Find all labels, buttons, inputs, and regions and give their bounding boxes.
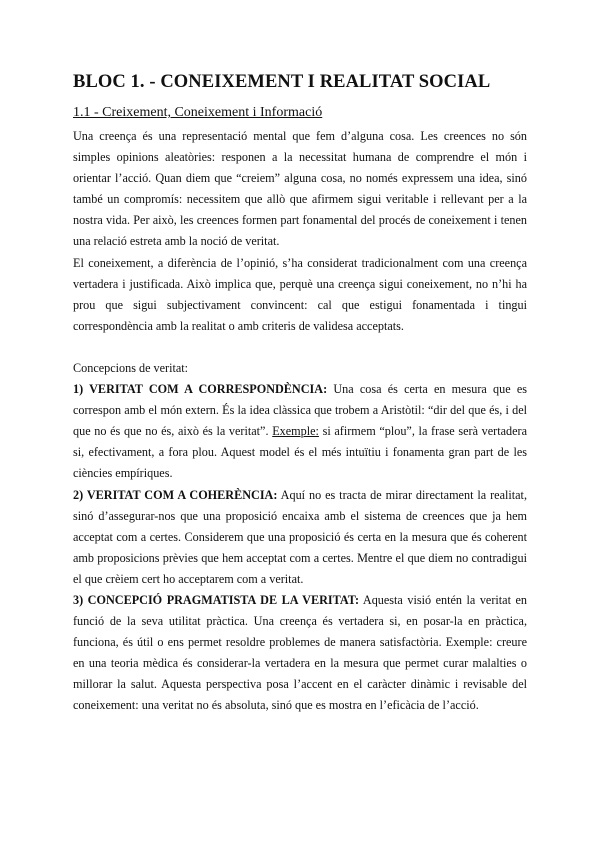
conception-text: si afirmem “plou”, la frase serà vertadera si, efectivament, a fora plou. Aquest model és el més intuïtiu i fonamenta gran part de les ciències empíriques.: [73, 424, 528, 481]
conceptions-intro: Concepcions de veritat:: [73, 360, 189, 375]
paragraph-spacer: [73, 337, 527, 358]
conception-label: 2) VERITAT COM A COHERÈNCIA:: [73, 487, 278, 502]
document-title: BLOC 1. - CONEIXEMENT I REALITAT SOCIAL: [73, 72, 491, 92]
conception-pragmatist: [73, 590, 527, 717]
section-heading: 1.1 - Creixement, Coneixement i Informació: [73, 105, 323, 120]
example-label: Exemple:: [272, 424, 319, 439]
conception-label: 1) VERITAT COM A CORRESPONDÈNCIA:: [73, 382, 328, 397]
conception-label: 3) CONCEPCIÓ PRAGMATISTA DE LA VERITAT:: [73, 592, 360, 607]
conception-text: Aquí no es tracta de mirar directament la realitat, sinó d’assegurar-nos que una proposició encaixa amb el sistema de creences que ja hem acceptat com a certes. Considerem que una proposició és certa en la mesura que és coherent amb proposicions prèvies que hem acceptat com a certes. Mentre el que diem no contradigui el que crèiem cert ho acceptarem com a veritat.: [73, 487, 527, 586]
intro-paragraph-2: El coneixement, a diferència de l’opinió, s’ha considerat tradicionalment com una creença vertadera i justificada. Això implica que, perquè una creença sigui coneixement, no n’hi ha prou que sigui subjectivament convincent: cal que estigui fonamentada i tingui correspondència amb la realitat o amb criteris de validesa acceptats.: [73, 255, 527, 333]
conception-text: Una cosa és certa en mesura que es correspon amb el món extern. És la idea clàssica que trobem a Aristòtil: “dir del que és, i del que no és que no és, això és la veritat”.: [73, 382, 527, 439]
conception-coherence: [73, 485, 527, 590]
intro-paragraph-1: Una creença és una representació mental que fem d’alguna cosa. Les creences no són simples opinions aleatòries: responen a la necessitat humana de comprendre el món i orientar l’acció. Quan diem que “creiem” alguna cosa, no només expressem una idea, sinó també un compromís: necessitem que allò que afirmem sigui veritable i rellevant per a la nostra vida. Per això, les creences formen part fonamental del procés de coneixement i tenen una relació estreta amb la noció de veritat.: [73, 129, 527, 249]
conception-text: Aquesta visió entén la veritat en funció de la seva utilitat pràctica. Una creença és vertadera si, en posar-la en pràctica, funciona, és útil o ens permet resoldre problemes de manera satisfactòria. Exemple: creure en una teoria mèdica és considerar-la vertadera en la mesura que permet curar malalties o millorar la salut. Aquesta perspectiva posa l’accent en el caràcter dinàmic i revisable del coneixement: una veritat no és absoluta, sinó que es mostra en l’eficàcia de l’acció.: [73, 592, 527, 713]
conception-correspondence: [73, 379, 527, 484]
